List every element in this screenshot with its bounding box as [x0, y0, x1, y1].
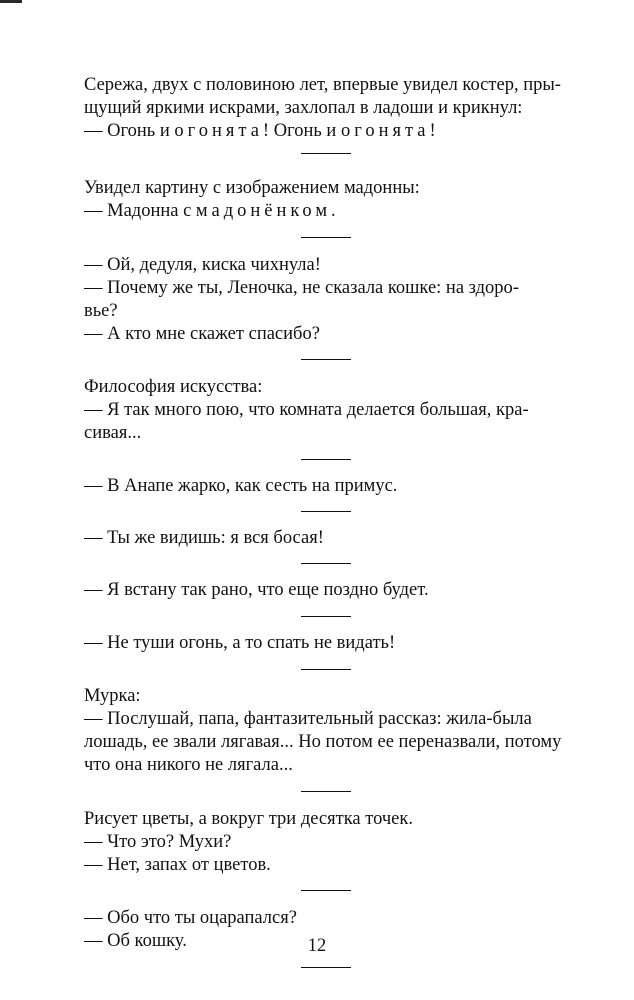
section-divider	[301, 511, 351, 512]
spaced-word: огонята	[340, 121, 430, 141]
text-line: Мурка:	[84, 686, 141, 706]
text-line: лошадь, ее звали лягавая... Но потом ее переназвали, потому	[84, 732, 562, 752]
anecdote-block	[84, 74, 582, 143]
section-divider	[301, 153, 351, 154]
page-corner-mark	[0, 0, 22, 3]
anecdote-block	[84, 685, 582, 777]
section-divider	[301, 459, 351, 460]
anecdote-block	[84, 376, 582, 445]
text-line: Увидел картину с изображением мадонны:	[84, 178, 420, 198]
text-line: — Что это? Мухи?	[84, 832, 232, 852]
text-line: — Обо что ты оцарапался?	[84, 908, 297, 928]
section-divider	[301, 237, 351, 238]
anecdote-block	[84, 632, 582, 655]
text-line: — Я так много пою, что комната делается большая, кра-	[84, 400, 529, 420]
text-line: — Не туши огонь, а то спать не видать!	[84, 633, 396, 653]
page-body	[84, 74, 582, 968]
text-line	[84, 200, 582, 223]
text-line: — Нет, запах от цветов.	[84, 855, 271, 875]
anecdote-block	[84, 254, 582, 346]
anecdote-block	[84, 177, 582, 223]
text-line	[84, 120, 582, 143]
text-line: сивая...	[84, 423, 142, 443]
anecdote-block	[84, 527, 582, 550]
text-line: Рисует цветы, а вокруг три десятка точек.	[84, 809, 413, 829]
section-divider	[301, 669, 351, 670]
text-line: Философия искусства:	[84, 377, 263, 397]
text-line: — Почему же ты, Леночка, не сказала кошке: на здоро-	[84, 278, 519, 298]
text-line: — А кто мне скажет спасибо?	[84, 324, 320, 344]
text-line: — Послушай, папа, фантазительный рассказ: жила-была	[84, 709, 532, 729]
section-divider	[301, 616, 351, 617]
anecdote-block	[84, 808, 582, 877]
text-line: — Ой, дедуля, киска чихнула!	[84, 255, 321, 275]
text-line: — Ты же видишь: я вся босая!	[84, 528, 324, 548]
section-divider	[301, 563, 351, 564]
text-line: — В Анапе жарко, как сесть на примус.	[84, 476, 398, 496]
text-line: вье?	[84, 301, 118, 321]
text-run: — Мадонна с	[84, 201, 196, 221]
text-run: !	[429, 121, 436, 141]
text-line: — Об кошку.	[84, 931, 187, 951]
text-line: — Я встану так рано, что еще поздно будет.	[84, 580, 429, 600]
text-run: ! Огонь и	[262, 121, 341, 141]
anecdote-block	[84, 475, 582, 498]
text-run: — Огонь и	[84, 121, 175, 141]
text-run: .	[331, 201, 336, 221]
anecdote-block	[84, 579, 582, 602]
page-number: 12	[307, 936, 327, 956]
section-divider	[301, 359, 351, 360]
text-line: щущий яркими искрами, захлопал в ладоши и крикнул:	[84, 98, 523, 118]
spaced-word: мадонёнком	[195, 201, 332, 221]
section-divider	[301, 791, 351, 792]
section-divider	[301, 890, 351, 891]
section-divider	[301, 967, 351, 968]
spaced-word: огонята	[174, 121, 263, 141]
text-line: что она никого не лягала...	[84, 755, 293, 775]
text-line: Сережа, двух с половиною лет, впервые увидел костер, пры-	[84, 75, 561, 95]
